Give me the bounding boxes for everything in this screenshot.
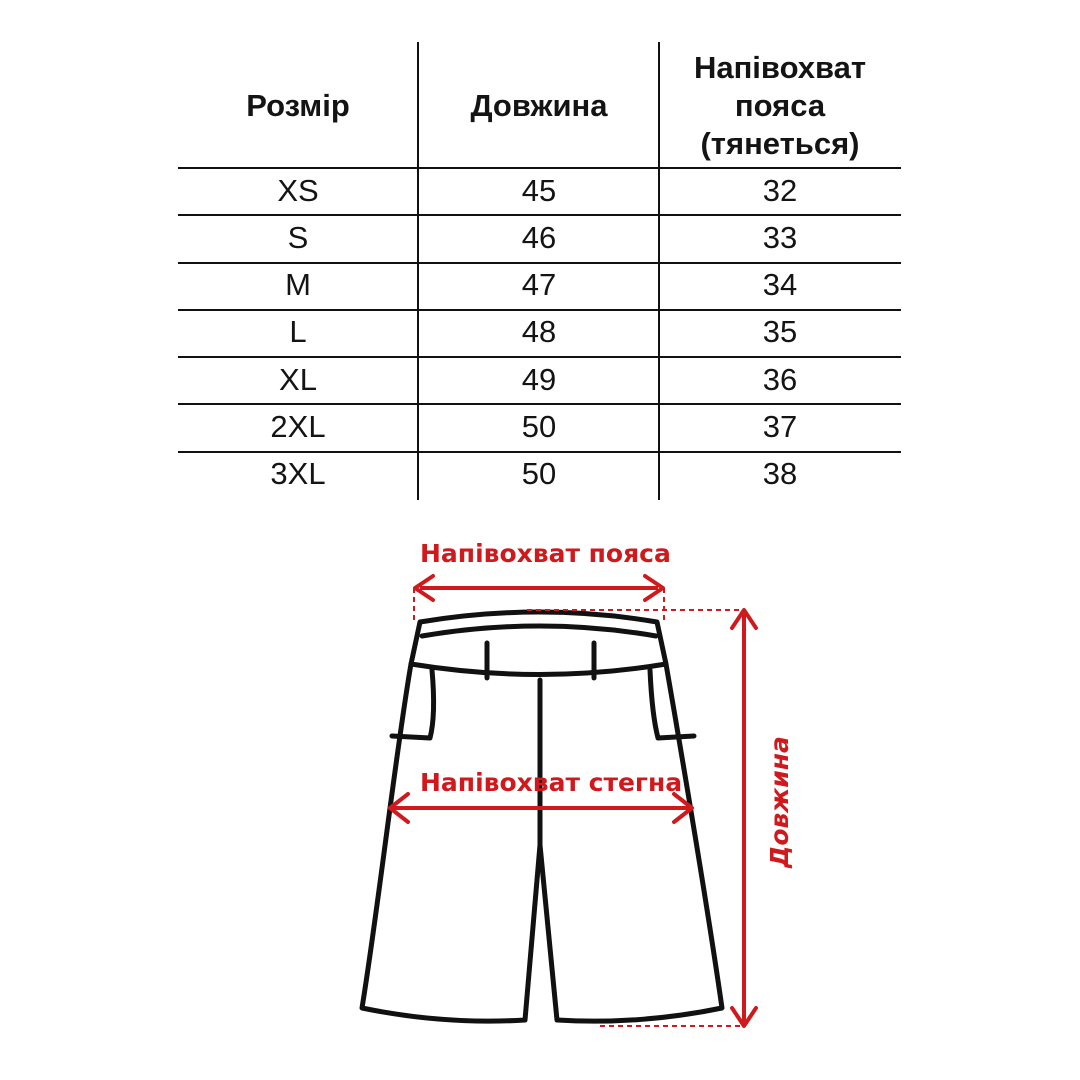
row-rule: [178, 356, 901, 358]
cell-waist: 32: [762, 173, 798, 208]
cell-size: L: [289, 314, 307, 349]
cell-waist: 35: [762, 314, 798, 349]
cell-size: XL: [279, 362, 317, 397]
cell-length: 50: [521, 409, 557, 444]
cell-waist: 34: [762, 267, 798, 302]
length-label: Довжина: [765, 736, 794, 868]
header-size: Розмір: [246, 88, 350, 123]
measurement-diagram: [0, 510, 1080, 1080]
cell-size: 2XL: [270, 409, 326, 444]
header-waist-line-3: (тянеться): [700, 126, 860, 161]
shorts-outline: [362, 612, 722, 1021]
waistband-inner-line: [422, 626, 656, 636]
header-rule: [178, 167, 901, 169]
row-rule: [178, 309, 901, 311]
cell-waist: 33: [762, 220, 798, 255]
row-rule: [178, 403, 901, 405]
left-pocket: [392, 670, 434, 738]
cell-size: XS: [277, 173, 319, 208]
waistband: [411, 612, 666, 675]
header-waist-line-2: пояса: [734, 88, 826, 123]
header-waist-line-1: Напівохват: [693, 50, 867, 85]
cell-length: 48: [521, 314, 557, 349]
cell-waist: 36: [762, 362, 798, 397]
waist-label: Напівохват пояса: [420, 539, 671, 568]
cell-size: 3XL: [270, 456, 326, 491]
cell-length: 46: [521, 220, 557, 255]
row-rule: [178, 214, 901, 216]
cell-length: 50: [521, 456, 557, 491]
row-rule: [178, 451, 901, 453]
cell-waist: 38: [762, 456, 798, 491]
size-table: [0, 0, 1080, 510]
cell-size: S: [287, 220, 309, 255]
cell-length: 49: [521, 362, 557, 397]
cell-size: M: [285, 267, 311, 302]
cell-length: 45: [521, 173, 557, 208]
row-rule: [178, 262, 901, 264]
cell-waist: 37: [762, 409, 798, 444]
cell-length: 47: [521, 267, 557, 302]
hip-label: Напівохват стегна: [420, 768, 683, 797]
left-leg: [362, 664, 540, 1021]
right-leg: [540, 664, 722, 1021]
header-length: Довжина: [470, 88, 608, 123]
